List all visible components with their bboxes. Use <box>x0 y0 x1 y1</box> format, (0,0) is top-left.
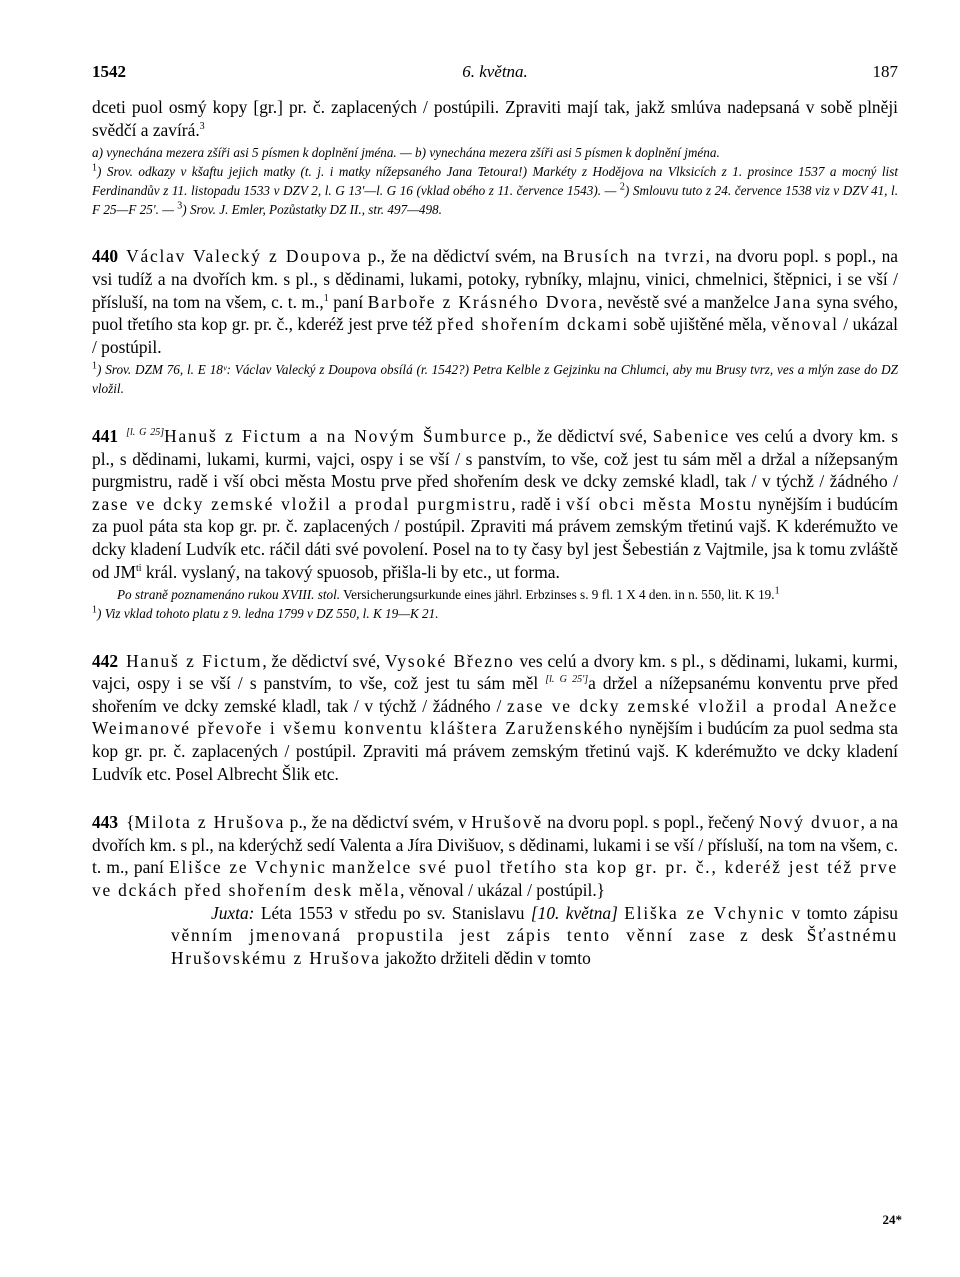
entry-440 <box>92 245 898 399</box>
entry-443 <box>92 811 898 969</box>
page-header <box>92 62 898 84</box>
entry-number: 443 <box>92 812 119 833</box>
intro-note-ab: a) vynechána mezera zšíři asi 5 písmen k doplnění jména. — b) vynechána mezera zšíři asi 5 písmen k doplnění jména. <box>92 145 720 161</box>
brace-open: { <box>126 812 135 833</box>
brace-close: } <box>596 880 606 901</box>
folio-reference: [l. G 25'] <box>545 674 589 686</box>
intro-paragraph: dceti puol osmý kopy [gr.] pr. č. zaplacených / postúpili. Zpraviti mají tak, jakž smlúva nadepsaná v sobě plněji svědčí a zavírá.$^3$ <box>92 97 898 140</box>
header-date: 6. května. <box>462 62 528 81</box>
entry-440-footnote: $^1$) Srov. DZM 76, l. E 18ᵛ: Václav Valecký z Doupova obsílá (r. 1542?) Petra Kelble z Gejzinku na Chlumci, aby mu Brusy tvrz, ves a mlýn zase do DZ vložil. <box>92 360 898 397</box>
document-page <box>92 62 898 969</box>
entry-441-text: 441 [l. G 25]Hanuš z Fictum a na Novým Šumburce p., že dědictví své, Sabenice ves celú a dvory km. s pl., s dědinami, lukami, kurmi, vajci, ospy i se vší / s panstvím, to vše, což jest tu sám měl a držal a nížepsaným purgmistru, radě i vší obci města Mostu prve před shořením desk ve dcky zemské kladl, tak / v týchž / žádného / zase ve dcky zemské vložil a prodal purgmistru, radě i vší obci města Mostu nynějším i budúcím za puol páta sta kop gr. pr. č. zaplacených / postúpil. Zpraviti má právem zemským třetinú vajš. K kderémužto ve dcky kladení Ludvík etc. ráčil dáti své povolení. Posel na to ty časy byl jest Šebestián z Vajtmile, jsa k tomu zvláště od $JM^{ti}$ král. vyslaný, na takový spuosob, přišla-li by etc., ut forma. <box>92 425 899 582</box>
entry-443-text: 443 {Milota z Hrušova p., že na dědictví svém, v Hrušově na dvoru popl. s popl., řečený Nový dvuor, a na dvořích km. s pl., na kderýchž sedí Valenta a Jíra Divišuov, s dědinami, lukami i se vší / přísluší, na tom na všem, c. t. m., paní Elišce ze Vchynic manželce své puol třetího sta kop gr. pr. č., kderéž jest též prve ve dckách před shořením desk měla, věnoval / ukázal / postúpil.} <box>92 812 899 901</box>
entry-442-text: 442 Hanuš z Fictum, že dědictví své, Vysoké Březno ves celú a dvory km. s pl., s dědinami, lukami, kurmi, vajci, ospy i se vší / s panstvím, to vše, což jest tu sám měl [l. G 25']a držel a nížepsanému konventu prve před shořením ve dcky zemské kladl, tak / v týchž / žádného / zase ve dcky zemské vložil a prodal Anežce Weimanové převoře i všemu konventu kláštera Zaruženského nynějším i budúcím za puol sedma sta kop gr. pr. č. zaplacených / postúpil. Zpraviti má právem zemským třetinú vajš. K kderémužto ve dcky kladení Ludvík etc. Posel Albrecht Šlik etc. <box>92 650 898 784</box>
signature-mark: 24* <box>882 1212 902 1227</box>
intro-footnotes: $^1$) Srov. odkazy v kšaftu jejich matky (t. j. i matky nížepsaného Jana Tetoura!) Markéty z Hodějova na Vlksicích z 1. prosince 1537 a mocný list Ferdinandův z 11. listopadu 1533 v DZV 2, l. G 13'—l. G 16 (vklad obého z 11. července 1543). — $^2$) Smlouvu tuto z 24. července 1538 viz v DZV 41, l. F 25—F 25'. — $^3$) Srov. J. Emler, Pozůstatky DZ II., str. 497—498. <box>92 162 898 217</box>
header-page-number: 187 <box>872 62 898 81</box>
entry-number: 442 <box>92 650 119 671</box>
entry-number: 440 <box>92 246 119 267</box>
entry-443-juxta: Juxta: Léta 1553 v středu po sv. Stanislavu [10. května] Eliška ze Vchynic v tomto zápisu věnním jmenovaná propustila jest zápis tento věnní zase z desk Šťastnému Hrušovskému z Hrušova jakožto držiteli dědin v tomto <box>171 902 898 968</box>
entry-441 <box>92 425 898 624</box>
entry-number: 441 <box>92 425 119 446</box>
entry-441-footnote: $^1$) Viz vklad tohoto platu z 9. ledna 1799 v DZ 550, l. K 19—K 21. <box>92 604 439 621</box>
folio-reference: [l. G 25] <box>126 427 165 439</box>
entry-442 <box>92 650 898 786</box>
header-year: 1542 <box>92 62 126 81</box>
entry-440-text: 440 Václav Valecký z Doupova p., že na dědictví svém, na Brusích na tvrzi, na dvoru popl. s popl., na vsi tudíž a na dvořích km. s pl., s dědinami, lukami, potoky, rybníky, mlajnu, vinici, chmelnici, štěpnici, i se vší / přísluší, na tom na všem, c. t. m.,$^1$ paní Barboře z Krásného Dvora, nevěstě své a manželce Jana syna svého, puol třetího sta kop gr. pr. č., kderéž jest prve též před shořením dckami sobě ujištěné měla, věnoval / ukázal / postúpil. <box>92 246 899 357</box>
entry-441-margin-note: Po straně poznamenáno rukou XVIII. stol. Versicherungsurkunde eines jährl. Erbzinses s. 9 fl. 1 X 4 den. in n. 550, lit. K 19.$^1$ <box>117 585 780 603</box>
